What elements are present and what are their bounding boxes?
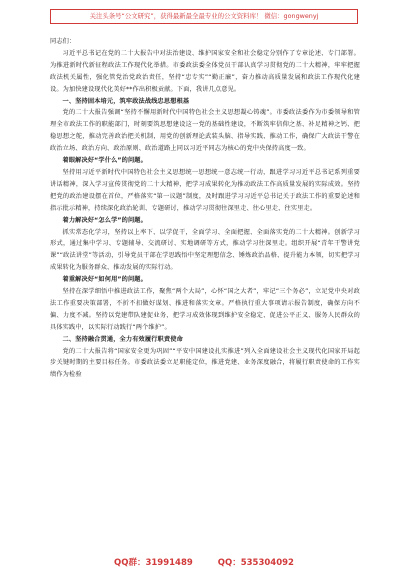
body-paragraph: 坚持用习近平新时代中国特色社会主义思想统一思想统一意志统一行动，跟进学习习近平总书记系列重要讲话精神，深入学习宣传贯彻党的二十大精神，把学习成果转化为推动政法工作高质量发展的实际成效。坚持把党的政治建设摆在首位，严格落实“第一议题”制度，及时跟进学习习近平总书记关于政法工作的重要论述和指示批示精神，持续深化政治轮训、专题研讨，推动学习贯彻往深里走、往心里走、往实里走。 [50,168,360,212]
section-heading: 着重解决好“如何用”的问题。 [62,276,147,284]
qq-number-text: QQ：535304092 [217,558,294,568]
body-paragraph: 抓实常态化学习，坚持以上率下、以学促干，全面学习、全面把握、全面落实党的二十大精神。创新学习形式，通过集中学习、专题辅导、交流研讨、实地调研等方式，推动学习往深里走。组织开展“青年干警讲党课”“政法讲堂”等活动，引导党员干部在学思践悟中坚定理想信念、锤炼政治品格、提升能力本领，切实把学习成果转化为服务群众、推动发展的实际行动。 [50,228,360,272]
body-paragraph: 坚持在深学细悟中推进政法工作，聚焦“两个大局”，心怀“国之大者”，牢记“三个务必”，立足党中央对政法工作重要决策部署，不折不扣做好谋划、推进和落实文章。严格执行重大事项请示报告制度，确保方向不偏、力度不减。坚持以党建带队建促业务，把学习成效体现到维护安全稳定、促进公平正义、服务人民群众的具体实践中，以实际行动践行“两个维护”。 [50,288,360,331]
body-paragraph: 同志们： [50,38,76,45]
section-heading: 着眼解决好“学什么”的问题。 [62,157,147,165]
section-heading: 二、坚持融合贯通，全力有效履行职责使命 [62,335,183,343]
body-paragraph: 党的二十大报告将“国家安全更为巩固”“平安中国建设扎实推进”列入全面建设社会主义现代化国家开局起步关键时期的主要目标任务。市委政法委立足职能定位，推进党建、业务深度融合，将履行职责使命的工作实绩作为检验 [50,347,360,379]
body-paragraph: 习近平总书记在党的二十大报告中对法治建设、维护国家安全和社会稳定分别作了专章论述、专门部署。为推进新时代新征程政法工作现代化举措。市委政法委全体党员干部认真学习贯彻党的二十大精神，牢牢把握政法机关属性，强化管党治党政治责任，坚持“忠专实”“勤正廉”，奋力推动高质量发展和政法工作现代化建设。为加快建设现代化美好**作出积极贡献。下面，我讲几点意见。 [50,49,360,93]
promo-banner[interactable]: 关注头条号“公文研究”，获得最新最全最专业的公文资料库！ 微信：gongwenyj [50,9,358,24]
body-paragraph: 党的二十大报告强调“坚持不懈用新时代中国特色社会主义思想凝心铸魂”。市委政法委作为市委领导和管理全市政法工作的职能部门，时刻要筑思想建设这一党的基础性建设，不断筑牢信仰之基、补足精神之钙、把稳思想之舵，推动完善政治把关机制，用党的创新理论武装头脑、指导实践、推动工作，确保广大政法干警在政治立场、政治方向、政治原则、政治道路上同以习近平同志为核心的党中央保持高度一致。 [50,109,360,153]
section-heading: 着力解决好“怎么学”的问题。 [62,216,147,224]
section-heading: 一、坚持固本培元，筑牢政法战线忠思想根基 [62,97,190,105]
qq-group-text: QQ群：31991489 [114,558,193,568]
contact-footer [0,556,408,568]
document-body [50,36,360,381]
